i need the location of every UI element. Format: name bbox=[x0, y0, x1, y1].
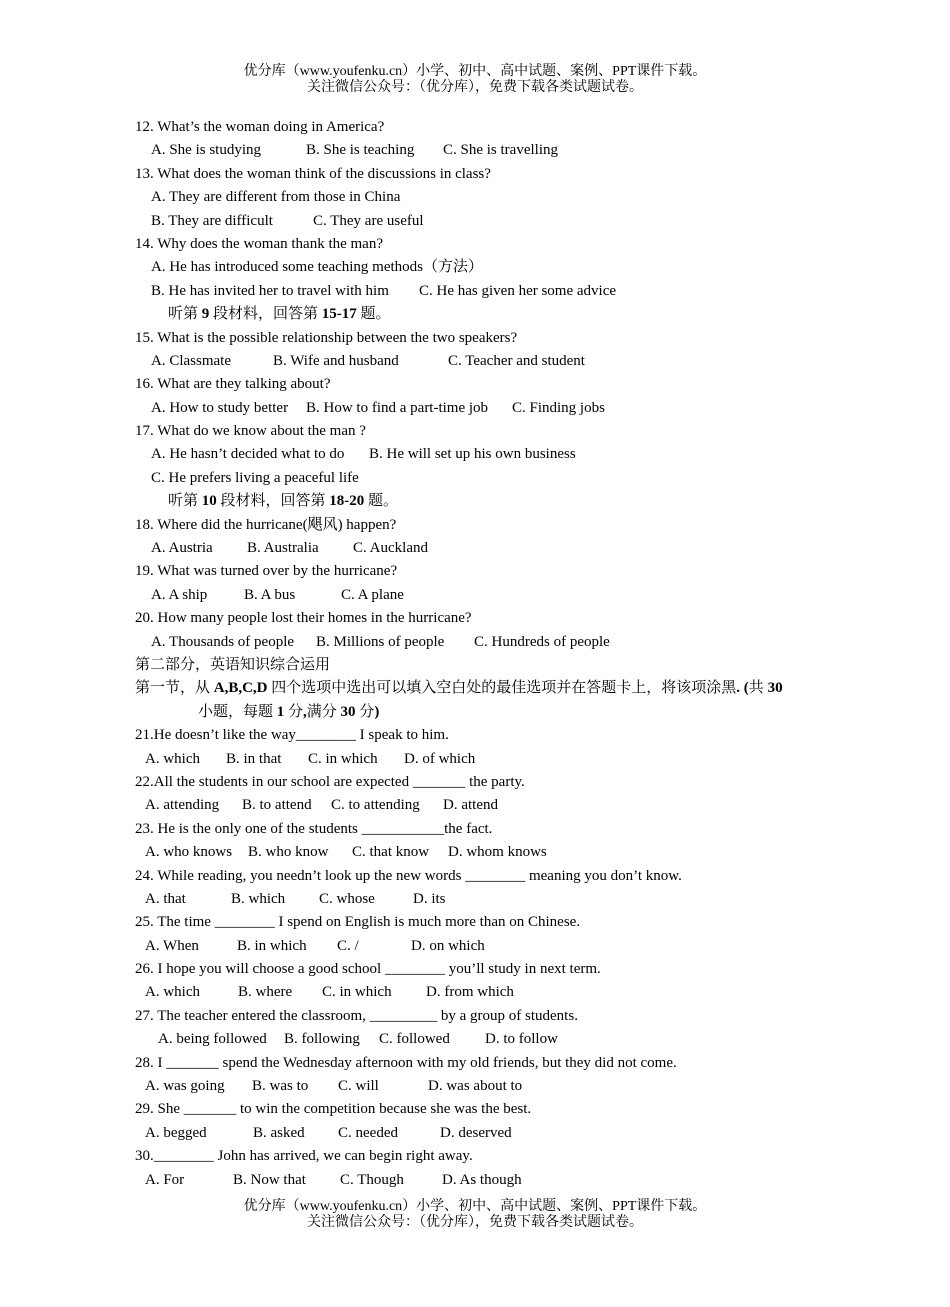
section-1-instruction bbox=[135, 677, 835, 700]
q20-stem: 20. How many people lost their homes in the hurricane? bbox=[135, 610, 472, 627]
option-a: A. They are different from those in China bbox=[151, 189, 401, 206]
option-c: C. Auckland bbox=[353, 540, 428, 557]
q14-stem: 14. Why does the woman thank the man? bbox=[135, 235, 383, 252]
option-a: A. attending bbox=[145, 797, 220, 814]
option-a: A. When bbox=[145, 937, 199, 954]
option-d: D. As though bbox=[442, 1171, 522, 1188]
option-c: C. Hundreds of people bbox=[474, 633, 610, 650]
option-a: A. He has introduced some teaching methods（方法） bbox=[151, 259, 484, 276]
option-b: B. A bus bbox=[244, 586, 296, 603]
option-a: A. He hasn’t decided what to do bbox=[151, 446, 345, 463]
q21-options bbox=[135, 748, 835, 771]
option-d: D. its bbox=[413, 890, 446, 907]
sec10-pre: 听第 bbox=[168, 493, 202, 510]
option-b: B. Now that bbox=[233, 1171, 306, 1188]
option-b: B. How to find a part-time job bbox=[306, 399, 489, 416]
instr-t5: 分 bbox=[284, 703, 304, 720]
option-b: B. Australia bbox=[247, 540, 319, 557]
sec9-mid: 段材料，回答第 bbox=[209, 306, 322, 323]
q17-options-row1 bbox=[135, 443, 835, 466]
q19-options bbox=[135, 584, 835, 607]
option-a: A. being followed bbox=[158, 1031, 267, 1048]
q24-options bbox=[135, 888, 835, 911]
instr-b6: 30 bbox=[340, 703, 356, 720]
option-b: B. to attend bbox=[242, 797, 312, 814]
q26-stem: 26. I hope you will choose a good school ________ you’ll study in next term. bbox=[135, 961, 601, 978]
instr-t7: 分 bbox=[355, 703, 375, 720]
q20-options bbox=[135, 631, 835, 654]
instr-t6: 满分 bbox=[306, 703, 341, 720]
option-c: C. She is travelling bbox=[443, 142, 558, 159]
option-d: D. from which bbox=[426, 984, 514, 1001]
option-c: C. needed bbox=[338, 1124, 398, 1141]
instr-b4: 1 bbox=[276, 703, 285, 720]
option-a: A. which bbox=[145, 984, 200, 1001]
q30-options bbox=[135, 1169, 835, 1192]
q16-stem: 16. What are they talking about? bbox=[135, 376, 331, 393]
header-line-2: 关注微信公众号：（优分库），免费下载各类试题试卷。 bbox=[307, 80, 643, 95]
q13-options-row2 bbox=[135, 210, 835, 233]
q22-options bbox=[135, 794, 835, 817]
option-d: D. whom knows bbox=[448, 844, 547, 861]
instr-t4: 小题，每题 bbox=[198, 703, 277, 720]
page-footer bbox=[0, 1199, 950, 1231]
q14-options-row1 bbox=[135, 256, 835, 279]
option-a: A. which bbox=[145, 750, 200, 767]
option-b: B. They are difficult bbox=[151, 212, 273, 229]
q27-stem: 27. The teacher entered the classroom, _________ by a group of students. bbox=[135, 1007, 578, 1024]
option-c: C. Finding jobs bbox=[512, 399, 605, 416]
instr-b7: ) bbox=[374, 703, 380, 720]
option-b: B. where bbox=[238, 984, 293, 1001]
q14-options-row2 bbox=[135, 280, 835, 303]
q15-options bbox=[135, 350, 835, 373]
q13-stem: 13. What does the woman think of the discussions in class? bbox=[135, 165, 491, 182]
option-c: C. in which bbox=[308, 750, 378, 767]
q13-options-row1 bbox=[135, 186, 835, 209]
option-b: B. Wife and husband bbox=[273, 352, 399, 369]
option-c: C. He has given her some advice bbox=[419, 282, 617, 299]
header-line-1: 优分库（www.youfenku.cn）小学、初中、高中试题、案例、PPT课件下载。 bbox=[243, 64, 707, 79]
q28-options bbox=[135, 1075, 835, 1098]
footer-line-2: 关注微信公众号：（优分库），免费下载各类试题试卷。 bbox=[307, 1215, 643, 1230]
option-a: A. Classmate bbox=[151, 352, 231, 369]
q15-stem: 15. What is the possible relationship between the two speakers? bbox=[135, 329, 518, 346]
q25-stem: 25. The time ________ I spend on English is much more than on Chinese. bbox=[135, 914, 581, 931]
instr-t3: 共 bbox=[748, 680, 768, 697]
option-b: B. was to bbox=[252, 1078, 309, 1095]
q27-options bbox=[135, 1028, 835, 1051]
q16-options bbox=[135, 397, 835, 420]
sec10-mid: 段材料，回答第 bbox=[216, 493, 330, 510]
q18-stem: 18. Where did the hurricane(飓风) happen? bbox=[135, 516, 397, 533]
option-a: A. begged bbox=[145, 1124, 207, 1141]
q12-stem: 12. What’s the woman doing in America? bbox=[135, 119, 385, 135]
option-b: B. in that bbox=[226, 750, 282, 767]
exam-content bbox=[135, 116, 835, 1192]
sec9-num: 9 bbox=[201, 306, 210, 323]
q22-stem: 22.All the students in our school are expected _______ the party. bbox=[135, 773, 525, 790]
option-c: C. in which bbox=[322, 984, 392, 1001]
q28-stem: 28. I _______ spend the Wednesday afternoon with my old friends, but they did not come. bbox=[135, 1054, 677, 1071]
section-10-instruction bbox=[135, 490, 835, 513]
q17-stem: 17. What do we know about the man ? bbox=[135, 423, 366, 440]
option-c: C. whose bbox=[319, 890, 375, 907]
option-b: B. Millions of people bbox=[316, 633, 445, 650]
option-a: A. She is studying bbox=[151, 142, 262, 159]
part-2-title: 第二部分，英语知识综合运用 bbox=[135, 656, 331, 673]
footer-line-1: 优分库（www.youfenku.cn）小学、初中、高中试题、案例、PPT课件下载。 bbox=[243, 1199, 707, 1214]
option-c: C. / bbox=[337, 937, 359, 954]
section-9-instruction bbox=[135, 303, 835, 326]
q29-options bbox=[135, 1122, 835, 1145]
option-b: B. asked bbox=[253, 1124, 305, 1141]
page-header bbox=[0, 64, 950, 96]
option-d: D. on which bbox=[411, 937, 485, 954]
option-d: D. deserved bbox=[440, 1124, 512, 1141]
option-b: B. in which bbox=[237, 937, 307, 954]
instr-b3: 30 bbox=[767, 680, 783, 697]
q30-stem: 30.________ John has arrived, we can begin right away. bbox=[135, 1148, 473, 1165]
option-c: C. Though bbox=[340, 1171, 404, 1188]
option-a: A. was going bbox=[145, 1078, 225, 1095]
option-c: C. that know bbox=[352, 844, 430, 861]
instr-b1: A,B,C,D bbox=[213, 680, 268, 697]
instr-b2: . ( bbox=[736, 680, 749, 697]
q25-options bbox=[135, 935, 835, 958]
option-c: C. will bbox=[338, 1078, 379, 1095]
instr-t1: 第一节，从 bbox=[135, 680, 214, 697]
option-b: B. She is teaching bbox=[306, 142, 415, 159]
option-d: D. was about to bbox=[428, 1078, 523, 1095]
option-b: B. who know bbox=[248, 844, 329, 861]
option-a: A. For bbox=[145, 1171, 185, 1188]
option-a: A. Thousands of people bbox=[151, 633, 295, 650]
q18-options bbox=[135, 537, 835, 560]
instr-t2: 四个选项中选出可以填入空白处的最佳选项并在答题卡上，将该项涂黑 bbox=[267, 680, 737, 697]
sec10-range: 18-20 bbox=[329, 493, 365, 510]
q21-stem: 21.He doesn’t like the way________ I speak to him. bbox=[135, 727, 449, 744]
option-c: C. to attending bbox=[331, 797, 420, 814]
option-b: B. following bbox=[284, 1031, 360, 1048]
sec10-num: 10 bbox=[201, 493, 217, 510]
q29-stem: 29. She _______ to win the competition because she was the best. bbox=[135, 1101, 532, 1118]
option-b: B. He has invited her to travel with him bbox=[151, 282, 389, 299]
option-c: C. They are useful bbox=[313, 212, 424, 229]
option-c: C. He prefers living a peaceful life bbox=[151, 469, 359, 486]
option-d: D. of which bbox=[404, 750, 476, 767]
option-a: A. A ship bbox=[151, 586, 208, 603]
q23-stem: 23. He is the only one of the students ___________the fact. bbox=[135, 820, 493, 837]
q24-stem: 24. While reading, you needn’t look up the new words ________ meaning you don’t know. bbox=[135, 867, 682, 884]
option-b: B. which bbox=[231, 890, 286, 907]
option-a: A. that bbox=[145, 890, 186, 907]
section-1-instruction-cont bbox=[135, 701, 835, 724]
option-c: C. A plane bbox=[341, 586, 404, 603]
option-b: B. He will set up his own business bbox=[369, 446, 576, 463]
sec9-range: 15-17 bbox=[321, 306, 357, 323]
option-c: C. followed bbox=[379, 1031, 450, 1048]
option-a: A. Austria bbox=[151, 540, 213, 557]
q12-options bbox=[135, 139, 835, 162]
option-a: A. How to study better bbox=[151, 399, 289, 416]
instr-b5: , bbox=[303, 703, 307, 720]
sec10-post: 题。 bbox=[364, 493, 399, 510]
option-c: C. Teacher and student bbox=[448, 352, 585, 369]
option-d: D. attend bbox=[443, 797, 498, 814]
q19-stem: 19. What was turned over by the hurricane? bbox=[135, 563, 398, 580]
q23-options bbox=[135, 841, 835, 864]
q26-options bbox=[135, 981, 835, 1004]
option-a: A. who knows bbox=[145, 844, 233, 861]
option-d: D. to follow bbox=[485, 1031, 558, 1048]
sec9-pre: 听第 bbox=[168, 306, 202, 323]
q17-options-row2 bbox=[135, 467, 835, 490]
sec9-post: 题。 bbox=[356, 306, 391, 323]
